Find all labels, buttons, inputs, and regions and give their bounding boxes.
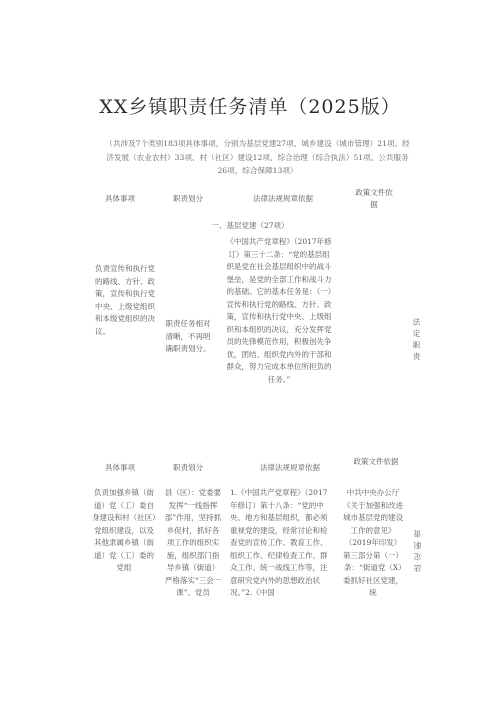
row-division: 职责任务相对清晰，不再明确职责划分。 [165, 319, 211, 353]
header-division: 职责划分 [173, 463, 203, 472]
row-note: 法定职责 [413, 526, 422, 572]
row-division: 县（区）：党委要发挥“一线指挥部”作用，坚持抓乡促村，抓好各项工作的组织实施，组织部门指导乡镇（街道）严格落实“三会一课”、党员 [164, 488, 222, 597]
header-division: 职责划分 [173, 194, 203, 203]
row-law: 《中国共产党章程》（2017年修订）第三十二条：“党的基层组织是党在社会基层组织中的战斗堡垒，是党的全部工作和战斗力的基础。它的基本任务是：（一）宣传和执行党的路线、方针、政策，宣传和执行党中央、上级组织和本组织的决议，充分发挥党员的先锋模范作用，积极创先争优，团结、组织党内外的干部和群众，努力完成本单位所担负的任务。” [226, 237, 332, 384]
row-law: 1.《中国共产党章程》（2017年修订）第十八条：“党的中央、地方和基层组织，都必须重视党的建设，经常讨论和检查党的宣传工作、教育工作、组织工作、纪律检查工作、群众工作、统一战线工作等，注意研究党内外的思想政治状况。”2.《中国 [230, 488, 328, 597]
section-heading: 一、基层党建（27项） [211, 221, 289, 230]
document-title: XX乡镇职责任务清单（2025版） [99, 96, 401, 118]
header-item: 具体事项 [105, 194, 135, 203]
header-policy: 政策文件依据 [353, 457, 399, 466]
header-law: 法律法规规章依据 [260, 463, 320, 472]
header-law: 法律法规规章依据 [253, 194, 313, 203]
header-item: 具体事项 [105, 463, 135, 472]
row-policy: 法定职责 [412, 318, 421, 364]
row-item: 负责加强乡镇（街道）党（工）委自身建设和村（社区）党组织建设，以及其他隶属乡镇（街道）党（工）委的党组 [92, 488, 156, 572]
row-policy: 中共中央办公厅《关于加强和改进城市基层党的建设工作的意见》（2019年印发）第三部分第（一）条：“街道党（X）委抓好社区党建，统 [343, 488, 403, 597]
row-item: 负责宣传和执行党的路线、方针、政策，宣传和执行党中央、上级党组织和本级党组织的决议。 [95, 264, 155, 336]
document-summary: （共涉及7个类别183项具体事项，分别为基层党建27项、城乡建设（城市管理）21项、经济发展（农业农村）33项、村（社区）建设12项、综合治理（综合执法）51项、公共服务26项、综合保障13项） [105, 139, 410, 175]
header-policy: 政策文件依据 [355, 188, 393, 209]
